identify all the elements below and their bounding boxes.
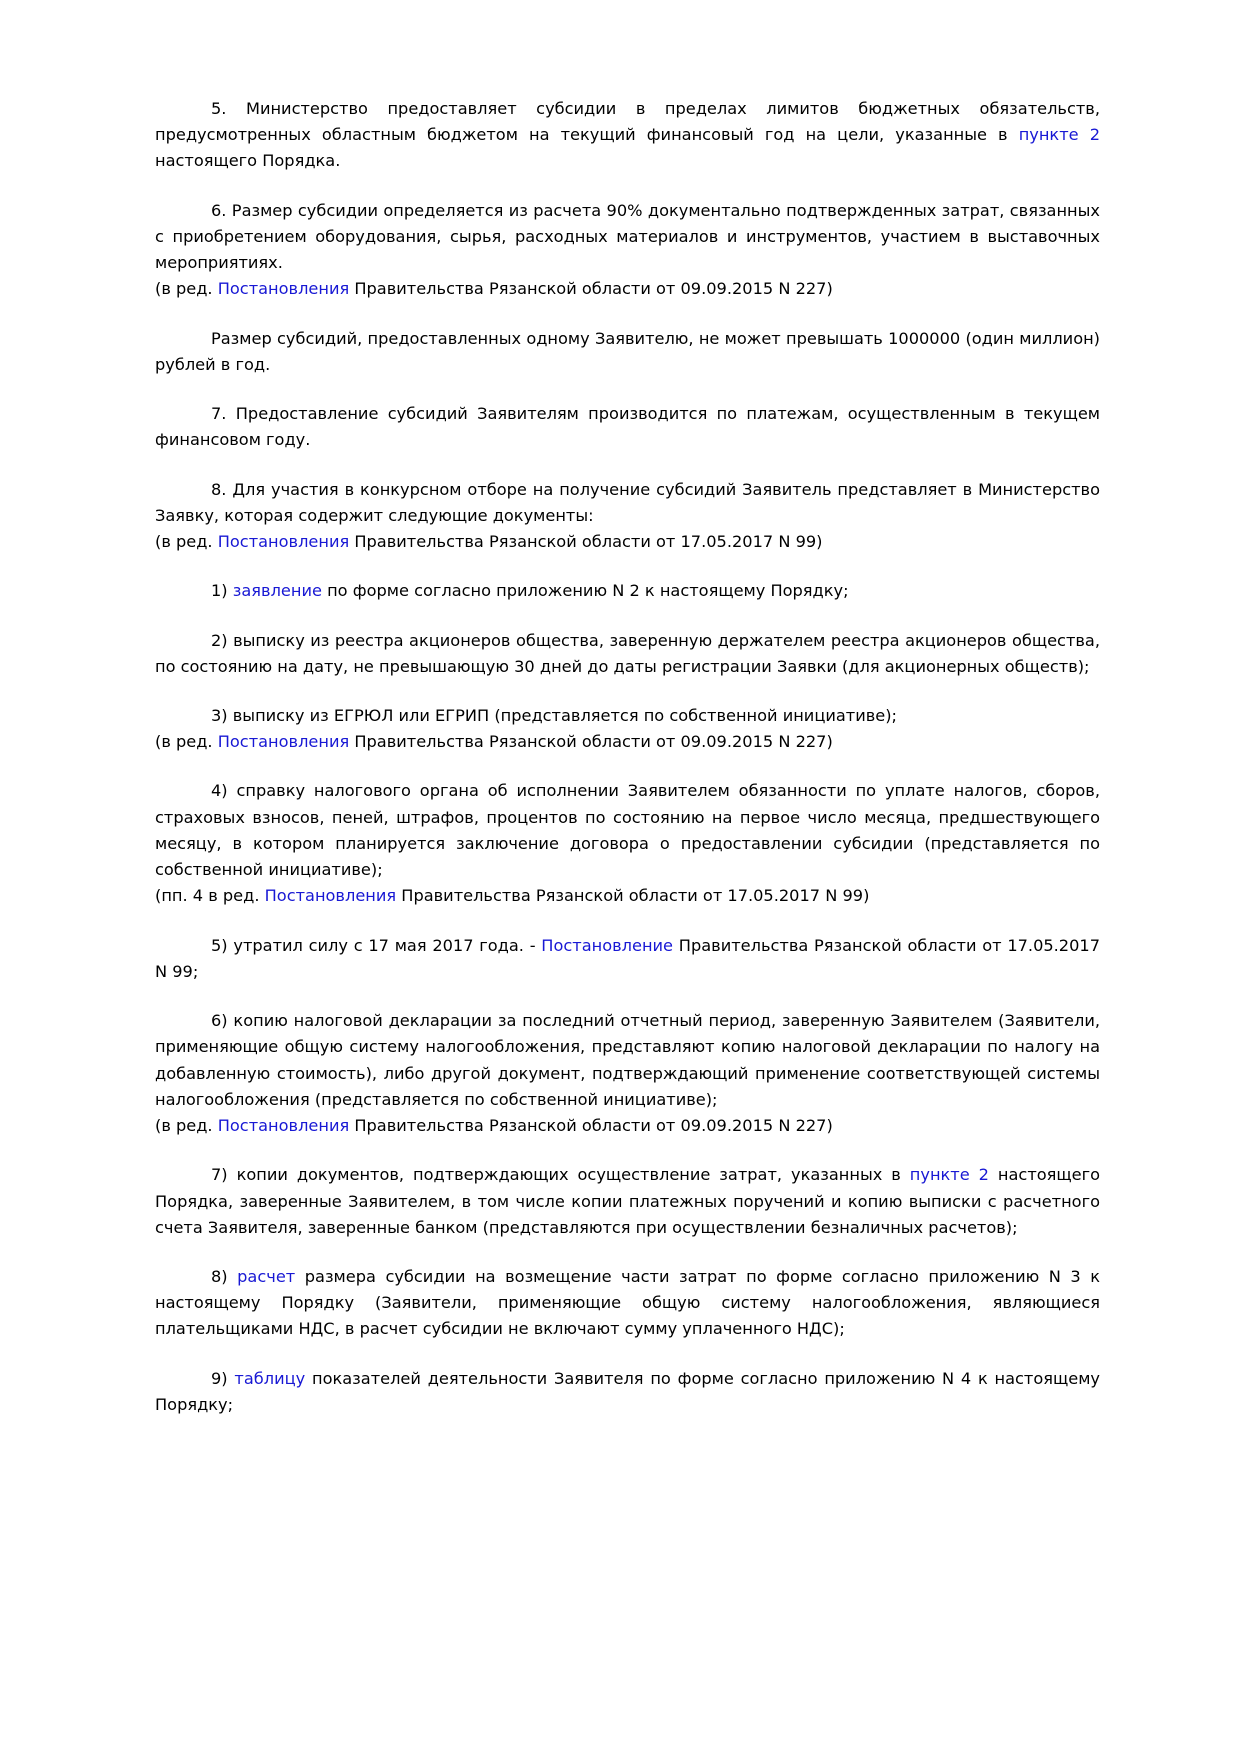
- body-paragraph: [155, 326, 1100, 378]
- body-paragraph: [155, 933, 1100, 985]
- paragraph-spacer: [155, 910, 1100, 933]
- paragraph-text: 7. Предоставление субсидий Заявителям производится по платежам, осуществленным в текущем финансовом году.: [155, 404, 1100, 450]
- paragraph-text: Правительства Рязанской области от 17.05.2017 N 99): [396, 886, 870, 906]
- legal-reference-link[interactable]: Постановления: [217, 1116, 350, 1136]
- paragraph-text: Правительства Рязанской области от 17.05.2017 N 99;: [155, 935, 1101, 981]
- paragraph-text: Правительства Рязанской области от 17.05.2017 N 99): [349, 532, 823, 552]
- paragraph-spacer: [155, 605, 1100, 628]
- body-paragraph: [155, 1264, 1100, 1343]
- paragraph-spacer: [155, 1139, 1100, 1162]
- amendment-note: [155, 276, 1100, 302]
- legal-reference-link[interactable]: расчет: [237, 1266, 296, 1286]
- paragraph-text: (в ред.: [155, 279, 218, 299]
- legal-reference-link[interactable]: Постановления: [217, 279, 350, 299]
- paragraph-spacer: [155, 1241, 1100, 1264]
- paragraph-spacer: [155, 378, 1100, 401]
- body-paragraph: [155, 1162, 1100, 1241]
- paragraph-text: Правительства Рязанской области от 09.09.2015 N 227): [349, 732, 833, 752]
- paragraph-text: 7) копии документов, подтверждающих осуществление затрат, указанных в: [211, 1165, 910, 1185]
- paragraph-spacer: [155, 755, 1100, 778]
- legal-reference-link[interactable]: заявление: [232, 581, 322, 601]
- paragraph-text: 8. Для участия в конкурсном отборе на получение субсидий Заявитель представляет в Министерство Заявку, которая содержит следующие документы:: [155, 479, 1100, 525]
- document-body: [155, 96, 1100, 1418]
- amendment-note: [155, 883, 1100, 909]
- legal-reference-link[interactable]: Постановления: [217, 532, 350, 552]
- paragraph-spacer: [155, 303, 1100, 326]
- body-paragraph: [155, 578, 1100, 604]
- paragraph-spacer: [155, 680, 1100, 703]
- paragraph-text: (пп. 4 в ред.: [155, 886, 265, 906]
- paragraph-text: Размер субсидий, предоставленных одному Заявителю, не может превышать 1000000 (один миллион) рублей в год.: [155, 328, 1100, 374]
- amendment-note: [155, 729, 1100, 755]
- paragraph-text: 5) утратил силу с 17 мая 2017 года. -: [211, 935, 542, 955]
- paragraph-spacer: [155, 985, 1100, 1008]
- paragraph-text: 4) справку налогового органа об исполнении Заявителем обязанности по уплате налогов, сборов, страховых взносов, пеней, штрафов, процентов по состоянию на первое число месяца, предшествующего месяцу, в котором планируется заключение договора о предоставлении субсидии (представляется по собственной инициативе);: [155, 781, 1100, 880]
- body-paragraph: [155, 1008, 1100, 1113]
- paragraph-text: 6. Размер субсидии определяется из расчета 90% документально подтвержденных затрат, связанных с приобретением оборудования, сырья, расходных материалов и инструментов, участием в выставочных мероприятиях.: [155, 200, 1100, 273]
- paragraph-text: Правительства Рязанской области от 09.09.2015 N 227): [349, 279, 833, 299]
- paragraph-text: 9): [211, 1368, 235, 1388]
- paragraph-text: 2) выписку из реестра акционеров общества, заверенную держателем реестра акционеров общества, по состоянию на дату, не превышающую 30 дней до даты регистрации Заявки (для акционерных обществ);: [155, 630, 1100, 676]
- legal-reference-link[interactable]: пункте 2: [1018, 125, 1100, 145]
- paragraph-text: по форме согласно приложению N 2 к настоящему Порядку;: [321, 581, 849, 601]
- paragraph-text: настоящего Порядка.: [155, 151, 341, 171]
- paragraph-text: 1): [211, 581, 233, 601]
- paragraph-text: 8): [211, 1266, 238, 1286]
- paragraph-text: показателей деятельности Заявителя по форме согласно приложению N 4 к настоящему Порядку;: [155, 1368, 1101, 1414]
- body-paragraph: [155, 703, 1100, 729]
- amendment-note: [155, 529, 1100, 555]
- legal-reference-link[interactable]: Постановление: [541, 935, 674, 955]
- paragraph-spacer: [155, 1343, 1100, 1366]
- paragraph-text: 6) копию налоговой декларации за последний отчетный период, заверенную Заявителем (Заявители, применяющие общую систему налогообложения, представляют копию налоговой декларации по налогу на добавленную стоимость), либо другой документ, подтверждающий применение соответствующей системы налогообложения (представляется по собственной инициативе);: [155, 1011, 1100, 1109]
- paragraph-text: настоящего Порядка, заверенные Заявителем, в том числе копии платежных поручений и копию выписки с расчетного счета Заявителя, заверенные банком (представляются при осуществлении безналичных расчетов);: [155, 1165, 1100, 1237]
- paragraph-text: размера субсидии на возмещение части затрат по форме согласно приложению N 3 к настоящему Порядку (Заявители, применяющие общую систему налогообложения, являющиеся плательщиками НДС, в расчет субсидии не включают сумму уплаченного НДС);: [155, 1266, 1101, 1339]
- body-paragraph: [155, 1366, 1100, 1418]
- paragraph-text: 5. Министерство предоставляет субсидии в пределах лимитов бюджетных обязательств, предусмотренных областным бюджетом на текущий финансовый год на цели, указанные в: [155, 99, 1100, 145]
- paragraph-text: (в ред.: [155, 732, 218, 752]
- legal-reference-link[interactable]: таблицу: [234, 1368, 306, 1388]
- body-paragraph: [155, 477, 1100, 529]
- legal-reference-link[interactable]: Постановления: [217, 732, 350, 752]
- body-paragraph: [155, 198, 1100, 277]
- body-paragraph: [155, 628, 1100, 680]
- legal-reference-link[interactable]: Постановления: [264, 886, 397, 906]
- paragraph-spacer: [155, 175, 1100, 198]
- paragraph-spacer: [155, 454, 1100, 477]
- body-paragraph: [155, 401, 1100, 453]
- legal-reference-link[interactable]: пункте 2: [909, 1165, 989, 1185]
- body-paragraph: [155, 96, 1100, 175]
- paragraph-text: (в ред.: [155, 532, 218, 552]
- paragraph-spacer: [155, 555, 1100, 578]
- paragraph-text: Правительства Рязанской области от 09.09.2015 N 227): [349, 1116, 833, 1136]
- amendment-note: [155, 1113, 1100, 1139]
- body-paragraph: [155, 778, 1100, 883]
- paragraph-text: (в ред.: [155, 1116, 218, 1136]
- paragraph-text: 3) выписку из ЕГРЮЛ или ЕГРИП (представляется по собственной инициативе);: [211, 705, 897, 725]
